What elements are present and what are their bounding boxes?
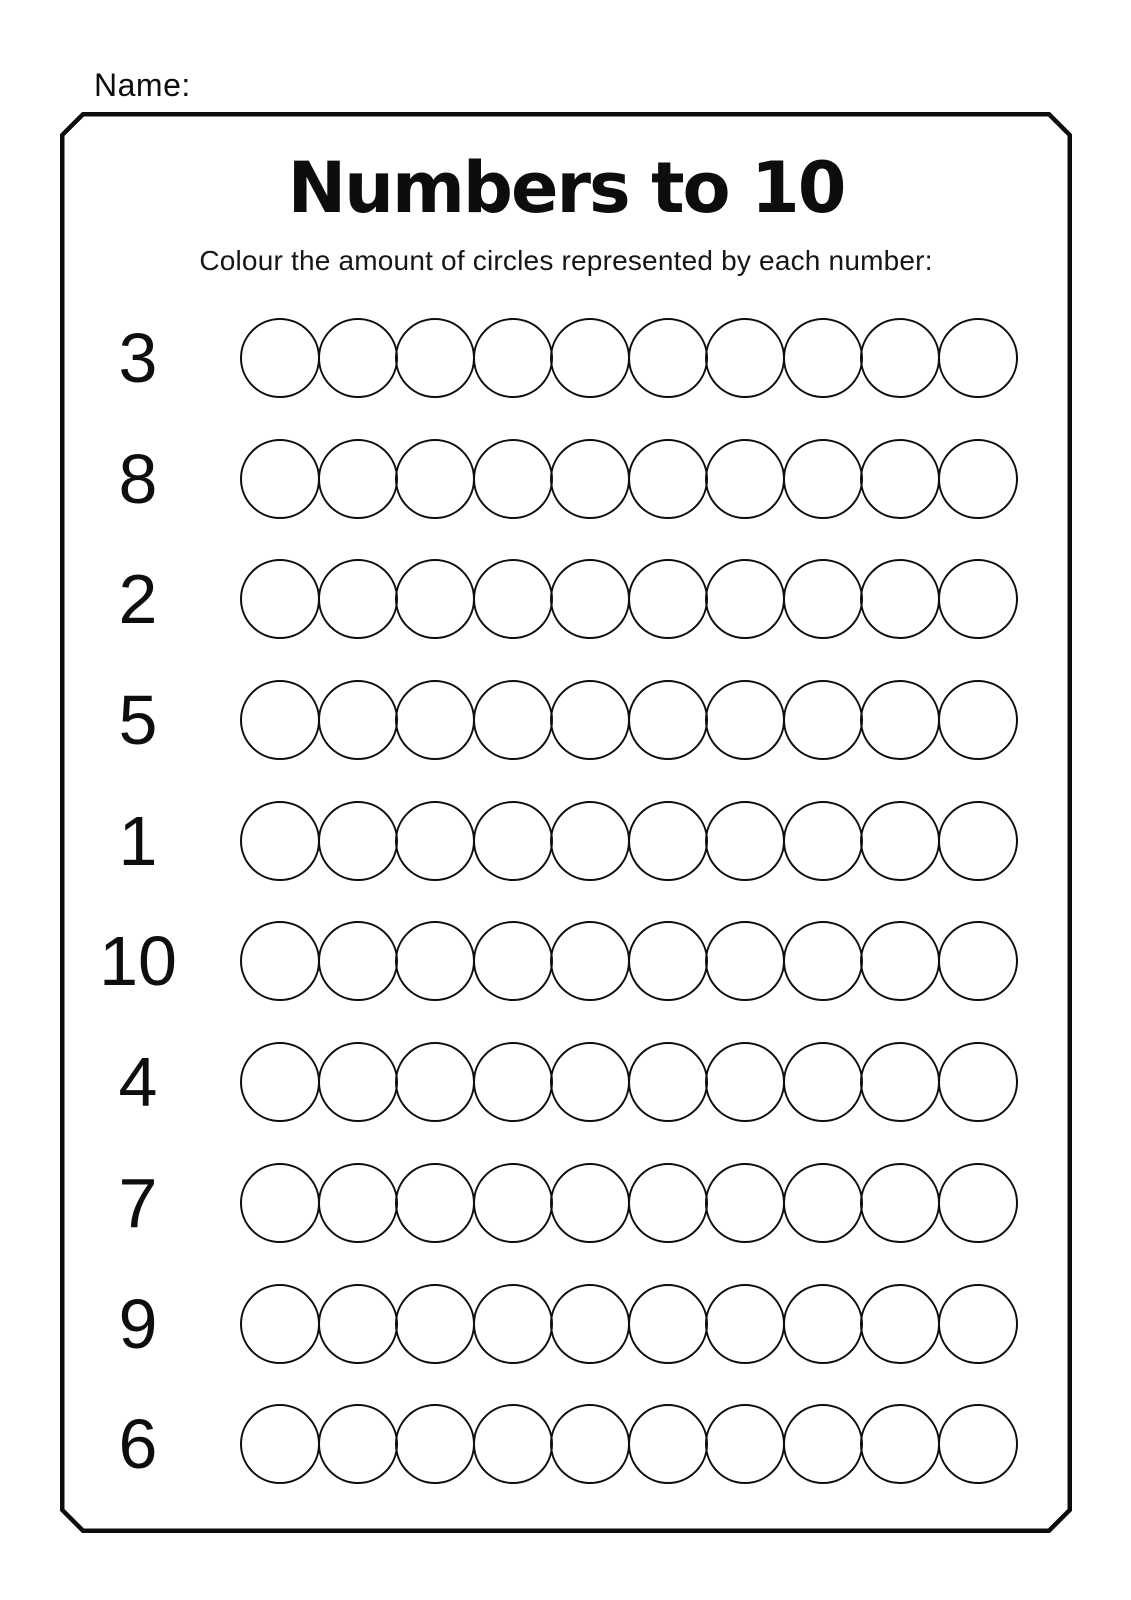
colour-circle[interactable]	[395, 1163, 475, 1243]
colour-circle[interactable]	[860, 1042, 940, 1122]
worksheet-row	[62, 1042, 1070, 1122]
worksheet-row	[62, 801, 1070, 881]
circle-group	[240, 801, 1015, 881]
colour-circle[interactable]	[628, 1404, 708, 1484]
colour-circle[interactable]	[473, 439, 553, 519]
circle-group	[240, 1404, 1015, 1484]
colour-circle[interactable]	[550, 921, 630, 1001]
colour-circle[interactable]	[395, 559, 475, 639]
colour-circle[interactable]	[240, 680, 320, 760]
instruction-text: Colour the amount of circles represented by each number:	[199, 245, 933, 276]
colour-circle[interactable]	[318, 1404, 398, 1484]
colour-circle[interactable]	[473, 1042, 553, 1122]
colour-circle[interactable]	[318, 921, 398, 1001]
colour-circle[interactable]	[783, 318, 863, 398]
circle-group	[240, 439, 1015, 519]
colour-circle[interactable]	[628, 1042, 708, 1122]
colour-circle[interactable]	[240, 801, 320, 881]
colour-circle[interactable]	[628, 318, 708, 398]
circle-group	[240, 1042, 1015, 1122]
colour-circle[interactable]	[783, 680, 863, 760]
colour-circle[interactable]	[240, 318, 320, 398]
colour-circle[interactable]	[705, 1042, 785, 1122]
circle-group	[240, 559, 1015, 639]
colour-circle[interactable]	[550, 318, 630, 398]
colour-circle[interactable]	[550, 680, 630, 760]
colour-circle[interactable]	[705, 921, 785, 1001]
colour-circle[interactable]	[860, 921, 940, 1001]
colour-circle[interactable]	[860, 1163, 940, 1243]
colour-circle[interactable]	[705, 318, 785, 398]
colour-circle[interactable]	[705, 801, 785, 881]
colour-circle[interactable]	[395, 1404, 475, 1484]
colour-circle[interactable]	[318, 559, 398, 639]
colour-circle[interactable]	[240, 1163, 320, 1243]
colour-circle[interactable]	[860, 1404, 940, 1484]
colour-circle[interactable]	[860, 439, 940, 519]
colour-circle[interactable]	[783, 1163, 863, 1243]
colour-circle[interactable]	[938, 801, 1018, 881]
colour-circle[interactable]	[550, 801, 630, 881]
row-number: 3	[118, 319, 158, 397]
colour-circle[interactable]	[628, 680, 708, 760]
colour-circle[interactable]	[240, 439, 320, 519]
colour-circle[interactable]	[938, 439, 1018, 519]
colour-circle[interactable]	[473, 1284, 553, 1364]
colour-circle[interactable]	[318, 439, 398, 519]
colour-circle[interactable]	[240, 1404, 320, 1484]
colour-circle[interactable]	[705, 1284, 785, 1364]
page-title: Numbers to 10	[287, 147, 845, 229]
colour-circle[interactable]	[473, 680, 553, 760]
colour-circle[interactable]	[318, 680, 398, 760]
colour-circle[interactable]	[783, 921, 863, 1001]
name-label[interactable]: Name:	[94, 67, 191, 103]
colour-circle[interactable]	[705, 1404, 785, 1484]
colour-circle[interactable]	[705, 439, 785, 519]
colour-circle[interactable]	[240, 1042, 320, 1122]
colour-circle[interactable]	[783, 1042, 863, 1122]
worksheet-row	[62, 1404, 1070, 1484]
colour-circle[interactable]	[628, 1163, 708, 1243]
colour-circle[interactable]	[705, 680, 785, 760]
colour-circle[interactable]	[938, 1284, 1018, 1364]
colour-circle[interactable]	[395, 1042, 475, 1122]
worksheet-row	[62, 1284, 1070, 1364]
worksheet-row	[62, 439, 1070, 519]
colour-circle[interactable]	[550, 1404, 630, 1484]
colour-circle[interactable]	[783, 559, 863, 639]
worksheet-row	[62, 680, 1070, 760]
colour-circle[interactable]	[240, 559, 320, 639]
colour-circle[interactable]	[938, 1404, 1018, 1484]
row-number: 8	[118, 439, 158, 518]
row-number: 10	[99, 922, 177, 1001]
colour-circle[interactable]	[860, 559, 940, 639]
colour-circle[interactable]	[705, 559, 785, 639]
colour-circle[interactable]	[628, 1284, 708, 1364]
circle-group	[240, 318, 1015, 398]
colour-circle[interactable]	[395, 318, 475, 398]
row-number: 9	[118, 1284, 158, 1363]
worksheet-row	[62, 921, 1070, 1001]
colour-circle[interactable]	[860, 680, 940, 760]
colour-circle[interactable]	[318, 1284, 398, 1364]
colour-circle[interactable]	[550, 559, 630, 639]
row-number: 6	[118, 1405, 158, 1484]
colour-circle[interactable]	[705, 1163, 785, 1243]
colour-circle[interactable]	[860, 1284, 940, 1364]
colour-circle[interactable]	[395, 680, 475, 760]
circle-group	[240, 1163, 1015, 1243]
row-number: 5	[118, 681, 158, 760]
colour-circle[interactable]	[860, 801, 940, 881]
colour-circle[interactable]	[550, 1042, 630, 1122]
row-number: 1	[118, 801, 158, 880]
colour-circle[interactable]	[550, 439, 630, 519]
worksheet-row	[62, 559, 1070, 639]
colour-circle[interactable]	[473, 1404, 553, 1484]
colour-circle[interactable]	[860, 318, 940, 398]
colour-circle[interactable]	[318, 801, 398, 881]
colour-circle[interactable]	[628, 559, 708, 639]
colour-circle[interactable]	[628, 801, 708, 881]
colour-circle[interactable]	[473, 1163, 553, 1243]
colour-circle[interactable]	[550, 1163, 630, 1243]
row-number: 2	[118, 560, 158, 639]
colour-circle[interactable]	[783, 801, 863, 881]
colour-circle[interactable]	[938, 921, 1018, 1001]
colour-circle[interactable]	[395, 801, 475, 881]
colour-circle[interactable]	[550, 1284, 630, 1364]
colour-circle[interactable]	[473, 318, 553, 398]
colour-circle[interactable]	[318, 1163, 398, 1243]
colour-circle[interactable]	[473, 921, 553, 1001]
colour-circle[interactable]	[938, 1042, 1018, 1122]
row-number: 4	[118, 1043, 158, 1122]
colour-circle[interactable]	[938, 559, 1018, 639]
colour-circle[interactable]	[628, 921, 708, 1001]
colour-circle[interactable]	[938, 1163, 1018, 1243]
colour-circle[interactable]	[318, 318, 398, 398]
colour-circle[interactable]	[783, 1284, 863, 1364]
circle-group	[240, 680, 1015, 760]
worksheet-row	[62, 318, 1070, 398]
worksheet-row	[62, 1163, 1070, 1243]
colour-circle[interactable]	[395, 439, 475, 519]
colour-circle[interactable]	[395, 921, 475, 1001]
colour-circle[interactable]	[628, 439, 708, 519]
circle-group	[240, 1284, 1015, 1364]
colour-circle[interactable]	[473, 801, 553, 881]
row-number: 7	[118, 1163, 158, 1242]
circle-group	[240, 921, 1015, 1001]
colour-circle[interactable]	[240, 1284, 320, 1364]
colour-circle[interactable]	[783, 1404, 863, 1484]
colour-circle[interactable]	[395, 1284, 475, 1364]
colour-circle[interactable]	[318, 1042, 398, 1122]
colour-circle[interactable]	[938, 318, 1018, 398]
rows	[62, 318, 1070, 1525]
colour-circle[interactable]	[473, 559, 553, 639]
colour-circle[interactable]	[938, 680, 1018, 760]
colour-circle[interactable]	[783, 439, 863, 519]
colour-circle[interactable]	[240, 921, 320, 1001]
